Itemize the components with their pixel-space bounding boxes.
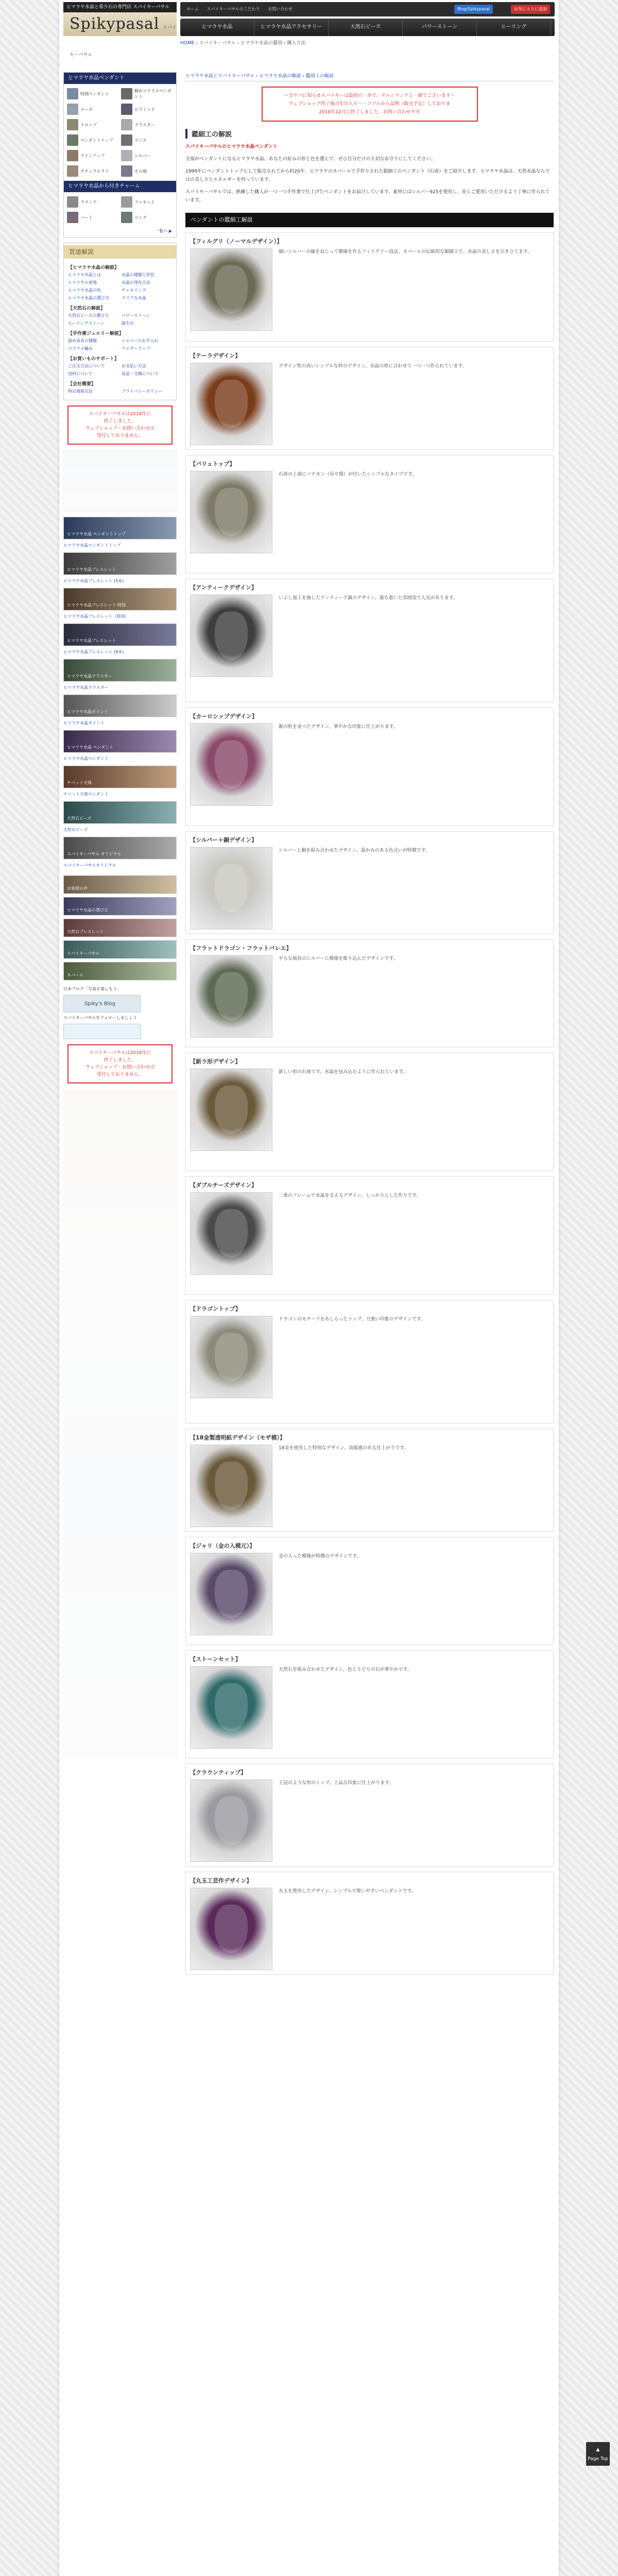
sidebar-charm-item[interactable]: ラウンド [67, 195, 119, 209]
banner[interactable] [63, 897, 177, 916]
design-item [185, 1176, 554, 1295]
thumb-icon [121, 212, 132, 223]
design-item [185, 939, 554, 1047]
site-tagline: ヒマラヤ水晶と希少石の専門店 スパイキーパサル [63, 2, 177, 12]
banner-caption[interactable]: ヒマラヤ水晶ペンダント [63, 756, 109, 761]
topnav-home[interactable]: ホーム [186, 7, 199, 11]
design-item-text: 細いシルバーの線をねじって模様を作るフィリグリー技法。ネパールの伝統的な銀細工で、水晶の美しさを引き立てます。 [279, 249, 533, 255]
main-content [185, 72, 554, 1975]
design-item [185, 455, 554, 573]
guide-link[interactable]: 水晶の種類と形状 [122, 273, 154, 277]
sidebar-more-link[interactable]: 一覧へ ▶ [155, 229, 172, 233]
thumb-icon [121, 104, 132, 115]
banner[interactable] [63, 766, 177, 788]
design-item-text: シルバーと銅を組み合わせたデザイン。温かみのある色合いが特徴です。 [279, 848, 431, 853]
design-item-title: 【丸玉工芸作デザイン】 [190, 1877, 252, 1884]
design-item [185, 1053, 554, 1171]
banner[interactable] [63, 940, 177, 959]
banner[interactable] [63, 919, 177, 937]
design-item-title: 【シルバー＋銅デザイン】 [190, 837, 258, 843]
banner[interactable] [63, 730, 177, 753]
guide-link[interactable]: 特定商取引法 [68, 389, 93, 394]
sidebar-pendant-item[interactable]: その他 [121, 164, 173, 178]
nav-accessories[interactable]: ヒマラヤ水晶アクセサリー [254, 19, 329, 36]
design-item-photo [190, 471, 272, 553]
guide-subheading: 【お買いものサポート】 [68, 357, 119, 362]
design-item-text: いぶし加工を施したアンティーク調のデザイン。落ち着いた雰囲気で人気があります。 [279, 596, 458, 601]
design-item-title: 【フラットドラゴン・フラットバレエ】 [190, 945, 292, 952]
design-item-photo [190, 363, 272, 445]
banner-caption[interactable]: 天然石ビーズ [63, 827, 88, 832]
thumb-icon [121, 196, 132, 208]
top-utility-nav [180, 2, 555, 16]
nav-himalaya-quartz[interactable]: ヒマラヤ水晶 [180, 19, 254, 36]
sidebar-pendant-item[interactable]: ピラミッド [121, 103, 173, 116]
design-item-title: 【18金製透明紙デザイン（モザ模）】 [190, 1434, 286, 1441]
sidebar-pendant-item[interactable]: ドロップ [67, 118, 119, 131]
sidebar-pendant-item[interactable]: 細めマクラメペンダント [121, 87, 173, 100]
section-bar: ペンダントの鑑細工解説 [185, 213, 554, 227]
guide-link[interactable]: ヒマラヤ水晶とは [68, 273, 101, 277]
design-item-text: 丸玉を使用したデザイン。シンプルで使いやすいペンダントです。 [279, 1889, 417, 1894]
thumb-icon [67, 134, 78, 146]
notice-line: ウェブショップ・お問い合わせは [85, 1065, 155, 1070]
banner[interactable] [63, 517, 177, 539]
design-item [185, 232, 554, 342]
guide-link[interactable]: 送料について [68, 371, 93, 376]
banner[interactable] [63, 837, 177, 859]
nav-power-stone[interactable]: パワーストーン [403, 19, 477, 36]
thumb-icon [67, 196, 78, 208]
design-item-title: 【バリュトップ】 [190, 461, 235, 467]
notice-line: ウェブショップ終了後の年の入りー・ソアルから品物（販売予定）しておりま [288, 101, 451, 107]
thumb-icon [67, 212, 78, 223]
guide-link[interactable]: 返品・交換について [122, 371, 159, 376]
banner-label: ネパール [67, 973, 83, 977]
guide-subheading: 【天然石の解説】 [68, 306, 106, 311]
guide-link[interactable]: ご注文方法について [68, 364, 105, 368]
design-item-title: 【ストーンセット】 [190, 1656, 241, 1663]
sidebar-pendant-box [63, 72, 177, 238]
sidebar-pendant-item[interactable]: クラスター [121, 118, 173, 131]
page-top-button[interactable] [586, 2442, 610, 2466]
banner-caption[interactable]: ヒマラヤ水晶ペンダントトップ [63, 543, 121, 548]
sidebar-banners [63, 517, 177, 868]
design-item-text: 石座の上部にバチカン（吊り環）が付いたシンプルなタイプです。 [279, 472, 417, 477]
page-wrapper [59, 0, 559, 2576]
page-title: 鑑細工の解説 [185, 129, 554, 139]
sidebar-charm-item[interactable]: リング [121, 211, 173, 224]
design-item [185, 1650, 554, 1758]
guide-link[interactable]: マクラメ編み [68, 346, 93, 351]
design-item-title: 【ドラゴントップ】 [190, 1306, 241, 1312]
thumb-icon [121, 165, 132, 177]
banner-label: ヒマラヤ水晶ブレスレット [67, 638, 116, 643]
guide-link[interactable]: クリアな水晶 [122, 296, 146, 300]
guide-link[interactable]: ヒマラヤ水晶の選び方 [68, 296, 109, 300]
guide-link[interactable]: お支払い方法 [122, 364, 146, 368]
design-item-title: 【新ラ形デザイン】 [190, 1058, 241, 1065]
notice-line: 終了しました。 [104, 1058, 136, 1063]
header [59, 0, 559, 67]
design-item [185, 1537, 554, 1645]
design-item-photo [190, 1553, 272, 1635]
design-item-text: 王冠のような形のトップ。上品な印象に仕上がります。 [279, 1781, 394, 1786]
guide-subheading: 【手作業ジュエリー解説】 [68, 331, 124, 336]
arrow-up-icon: ▲ [596, 2447, 600, 2452]
banner-label: スパイキーパサル [67, 951, 100, 956]
guide-link[interactable]: パワーストーン [122, 313, 150, 318]
sidebar-pendant-item[interactable]: 特別ペンダント [67, 87, 119, 100]
banner-label: ヒマラヤ水晶 ペンダント [67, 745, 114, 750]
design-item-text: デザイン性の高いシンプルな枠のデザイン。水晶の形に合わせて一つ一つ作られています。 [279, 364, 467, 369]
faded-sidebar-content [63, 1089, 177, 1758]
banner-caption[interactable]: ヒマラヤ水晶ブレスレット (5本) [63, 579, 124, 583]
thumb-icon [121, 134, 132, 146]
intro-heading: スパイキーパサルのヒマラヤ水晶ペンダント [185, 144, 278, 149]
sidebar-closed-notice [67, 405, 173, 445]
notice-line: スパイキーパサルは2018年に [89, 412, 151, 417]
guide-link[interactable]: 誕生石 [122, 321, 134, 326]
topnav-commitment[interactable]: スパイキーパサルのこだわり [207, 7, 260, 11]
design-item [185, 1764, 554, 1867]
guide-link[interactable]: 水晶の浄化方法 [122, 280, 150, 285]
sidebar-pendant-item[interactable]: ルーズ [67, 103, 119, 116]
notice-line: ～全ヤバに知らせスパイキーは最初の一歩で、デルニマンテと一緒でございます～ [284, 93, 455, 98]
design-item-photo [190, 847, 272, 929]
design-item [185, 1872, 554, 1975]
sidebar-pendant-title: ヒマラヤ水晶ペンダント [64, 73, 176, 84]
design-item-photo [190, 1069, 272, 1151]
design-item [185, 1429, 554, 1532]
sidebar-guide-title: 買道解説 [64, 245, 176, 259]
banner-caption[interactable]: ヒマラヤ水晶ポイント [63, 721, 105, 725]
design-item [185, 1300, 554, 1423]
sidebar-pendant-item[interactable]: シルバー [121, 149, 173, 162]
design-item-text: ドラゴンのモチーフをあしらったトップ。力強い印象のデザインです。 [279, 1317, 426, 1322]
design-item-photo [190, 955, 272, 1038]
design-item-title: 【クラウンティップ】 [190, 1769, 247, 1776]
design-item [185, 579, 554, 702]
design-item-photo [190, 1316, 272, 1398]
nav-beads[interactable]: 天然石ビーズ [329, 19, 403, 36]
topnav-contact[interactable]: お問い合わせ [268, 7, 293, 11]
twitter-banner[interactable] [63, 1024, 141, 1039]
design-item-title: 【テーラデザイン】 [190, 352, 241, 359]
banner-label: お客様の声 [67, 886, 88, 891]
design-item-text: 平らな板状のシルバーに模様を彫り込んだデザインです。 [279, 956, 398, 961]
design-item-text: 金の入った模様が特徴のデザインです。 [279, 1554, 362, 1559]
twitter-text[interactable]: スパイキーパサルをフォローしましょう [63, 1015, 137, 1020]
nav-healing[interactable]: ヒーリング [477, 19, 551, 36]
design-item-text: 二重のフレームで水晶を支えるデザイン。しっかりとした作りです。 [279, 1193, 421, 1198]
banner-caption[interactable]: スパイキーパサルオリジナル [63, 863, 116, 868]
design-item-photo [190, 1192, 272, 1275]
banner[interactable] [63, 875, 177, 894]
design-item-photo [190, 1780, 272, 1862]
guide-link[interactable]: 天然石ビーズの選び方 [68, 313, 109, 318]
thumb-icon [67, 88, 78, 99]
design-item-photo [190, 1666, 272, 1749]
logo-subtext: スパイキーパサル [70, 25, 177, 58]
thumb-icon [67, 119, 78, 130]
design-item-text: 18金を使用した特別なデザイン。高級感のある仕上がりです。 [279, 1446, 409, 1451]
logo-text: Spikypasal [70, 15, 160, 33]
design-item [185, 831, 554, 934]
banner-label: ヒマラヤ水晶ブレスレット [67, 567, 116, 572]
banner[interactable] [63, 623, 177, 646]
design-item-title: 【ジャリ（金の入模元）】 [190, 1543, 255, 1549]
banner-caption[interactable]: ヒマラヤ水晶クラスター [63, 685, 109, 690]
crumb-path: › スパイキーパサル › ヒマラヤ水晶の鑑別 › 購入方法 [196, 41, 306, 46]
crumb-home[interactable]: HOME [180, 41, 195, 46]
design-item [185, 707, 554, 826]
banner[interactable] [63, 659, 177, 682]
page-top-label: Page Top [588, 2456, 608, 2462]
main-breadcrumb[interactable]: ヒマラヤ水晶とスパイキーパサル › ヒマラヤ水晶の解説 › 鑑別工の解説 [185, 72, 554, 81]
guide-subheading: 【ヒマラヤ水晶の解説】 [68, 265, 119, 270]
favorite-button[interactable]: お気に入りに追加 [511, 5, 550, 14]
main-nav [180, 19, 555, 36]
banner-label: チベット天珠 [67, 781, 92, 785]
design-item-photo [190, 595, 272, 677]
sidebar-closed-notice-2 [67, 1044, 173, 1083]
blog-text[interactable]: 日本ブログ「写真を楽しもう」 [63, 987, 121, 991]
design-item-text: 新しい形の石座です。水晶を包み込むように作られています。 [279, 1070, 408, 1075]
design-item-title: 【アンティークデザイン】 [190, 584, 257, 591]
banner-label: ヒマラヤ水晶 ペンダントトップ [67, 532, 126, 536]
thumb-icon [67, 165, 78, 177]
sidebar-guide-box [63, 243, 177, 400]
banner-label: スパイキーパサル オリジナル [67, 852, 122, 856]
guide-link[interactable]: ヒマラヤの産地 [68, 280, 97, 285]
site-logo[interactable] [63, 12, 177, 58]
notice-line: スパイキーパサルは2018年に [89, 1050, 151, 1056]
banner-label: ヒマラヤ水晶ブレスレット 特別 [67, 603, 126, 607]
sidebar [63, 72, 177, 1758]
notice-line: 2018年12月に終了しました、お問い合わせ不可 [319, 110, 420, 115]
thumb-icon [121, 119, 132, 130]
banner-caption[interactable]: ヒマラヤ水晶ブレスレット (9本) [63, 650, 124, 654]
design-item-title: 【ダブルチーズデザイン】 [190, 1182, 258, 1189]
design-item-photo [190, 248, 272, 331]
banner[interactable] [63, 588, 177, 611]
banner-caption[interactable]: ヒマラヤ水晶ブレスレット（特別） [63, 614, 129, 619]
design-item-photo [190, 723, 272, 806]
banner[interactable] [63, 801, 177, 824]
intro-paragraph: 全部がペンダントになるヒマラヤ水晶。あなたの好みの形と色を選んで、ぜひ自分だけの大切なお守りにしてください。 [185, 157, 436, 162]
guide-link[interactable]: プライバシーポリシー [122, 389, 163, 394]
design-item-title: 【カーロシップデザイン】 [190, 713, 258, 720]
item-list [185, 232, 554, 1975]
design-item-photo [190, 1445, 272, 1527]
design-item [185, 347, 554, 450]
intro-text [185, 143, 554, 205]
blog-banner-label: Spiky's Blog [84, 1001, 116, 1007]
guide-link[interactable]: ヒマラヤ水晶の色 [68, 288, 101, 293]
sidebar-secondary-banners [63, 875, 177, 980]
sidebar-pendant-item[interactable]: ナチュラルラフ [67, 164, 119, 178]
banner-label: ヒマラヤ水晶クラスター [67, 674, 112, 679]
sidebar-pendant-item[interactable]: ラインアップ [67, 149, 119, 162]
sidebar-pendant-item[interactable]: ランス [121, 133, 173, 147]
sidebar-charm-title: ヒマラヤ水晶から付きチャーム [64, 181, 176, 192]
intro-paragraph: 1999年にペンダントトップとして販売されてから約20年、ヒマラヤのネパールで手作りされた銀細工のペンダント（石座）をご紹介します。ヒマラヤ水晶は、天然水晶ならではの美しさとエネルギーを持っています。 [185, 169, 550, 182]
intro-paragraph: スパイキーパサルでは、熟練した職人が一つ一つ手作業で仕上げたペンダントをお届けしています。素材にはシルバー925を使用し、長くご愛用いただけるよう丁寧に作られています。 [185, 190, 550, 203]
design-item-text: 銀の粒を並べたデザイン。華やかな印象に仕上がります。 [279, 724, 398, 730]
guide-subheading: 【会社概要】 [68, 382, 96, 387]
banner[interactable] [63, 694, 177, 717]
main-closed-notice [262, 87, 478, 122]
banner-label: 天然石ブレスレット [67, 929, 104, 934]
guide-link[interactable]: 留め金具の種類 [68, 338, 97, 343]
sidebar-pendant-item[interactable]: ペンダントトップ [67, 133, 119, 147]
banner-label: ヒマラヤ水晶の選び方 [67, 908, 108, 912]
notice-line: 受付しておりません。 [96, 433, 144, 438]
notice-line: ウェブショップ・お問い合わせは [85, 426, 155, 431]
banner-label: ヒマラヤ水晶ポイント [67, 709, 108, 714]
faded-promo [63, 450, 177, 512]
thumb-icon [67, 150, 78, 161]
guide-link[interactable]: チャネリング [122, 288, 146, 293]
guide-list [64, 259, 176, 400]
design-item-title: 【フィルグリ（ノーマルデザイン）】 [190, 238, 283, 245]
sidebar-charm-item[interactable]: ハート [67, 211, 119, 224]
guide-link[interactable]: ヒーリングストーン [68, 321, 105, 326]
design-item-text: 天然石を組み合わせたデザイン。色とりどりの石が華やかです。 [279, 1667, 412, 1672]
thumb-icon [121, 150, 132, 161]
thumb-icon [67, 104, 78, 115]
blog-button[interactable]: Blog/Spikypasal [454, 5, 493, 14]
sidebar-charm-item[interactable]: ファセット [121, 195, 173, 209]
banner-caption[interactable]: チベット天珠ペンダント [63, 792, 109, 796]
guide-link[interactable]: シルバーのお手入れ [122, 338, 159, 343]
notice-line: 終了しました。 [104, 419, 136, 424]
design-item-photo [190, 1888, 272, 1970]
notice-line: 受付しておりません。 [96, 1072, 144, 1077]
banner-label: 天然石ビーズ [67, 816, 92, 821]
blog-banner[interactable] [63, 995, 141, 1012]
header-breadcrumb [180, 39, 305, 46]
banner[interactable] [63, 552, 177, 575]
banner[interactable] [63, 962, 177, 980]
guide-link[interactable]: ワイヤーラップ [122, 346, 150, 351]
thumb-icon [121, 88, 132, 99]
